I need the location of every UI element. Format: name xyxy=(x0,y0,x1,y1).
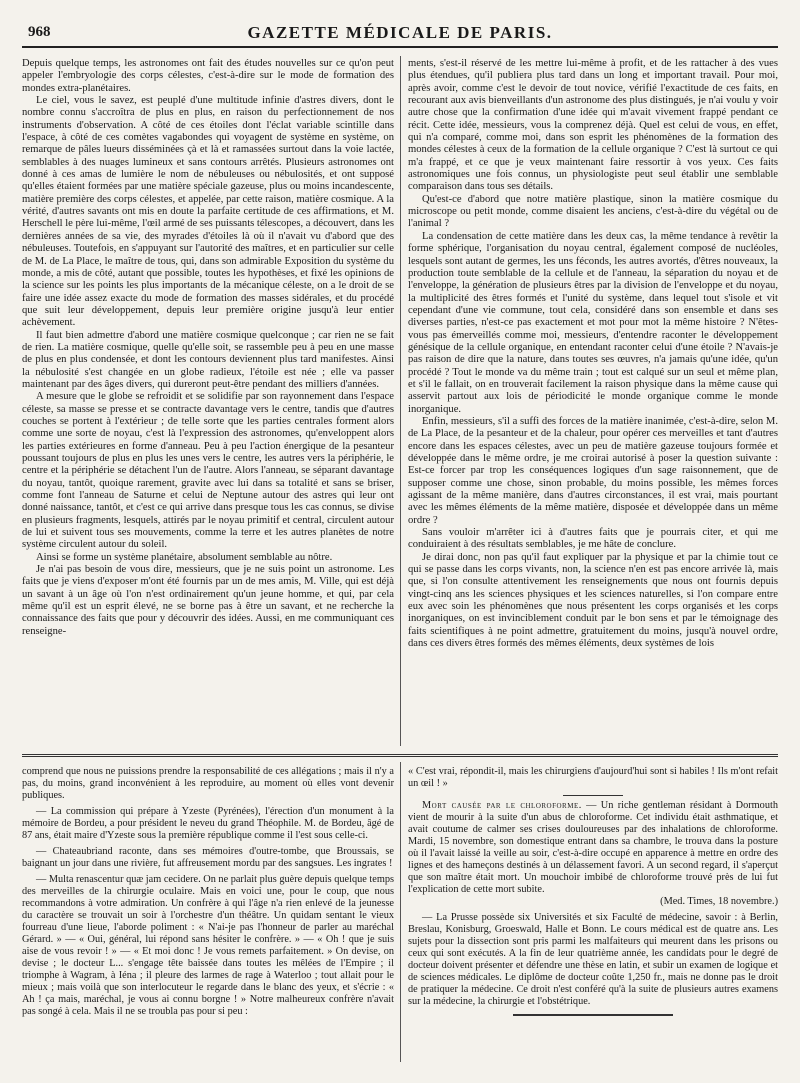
paragraph: Enfin, messieurs, s'il a suffi des forces de la matière inanimée, c'est-à-dire, selon M. de La Place, de la pesanteur et de la chaleur, pour opérer ces merveilles et tant d'autres encore dans les espaces célestes, avec un peu de matière gazeuse toujours formée et développée dans le même ordre, je me croirai autorisé à poser la question suivante : Est-ce forcer par trop les conséquences logiques d'un sage raisonnement, que de supposer comme une chose, sinon probable, du moins possible, les mêmes forces agissant de la même manière, dans d'autres circonstances, il est vrai, mais pourtant avec les mêmes éléments de la même matière, disposée et développée dans un même ordre ? xyxy=(408,415,778,526)
paragraph: Sans vouloir m'arrêter ici à d'autres faits que je pourrais citer, et qui me conduiraient à des résultats semblables, je me hâte de conclure. xyxy=(408,527,778,551)
news-item: — La commission qui prépare à Yzeste (Pyrénées), l'érection d'un monument à la mémoire de Bordeu, a pour président le neveu du grand Théophile. M. de Bordeu, âgé de 87 ans, était maire d'Yzeste sous la première république comme il l'est sous celle-ci. xyxy=(22,806,394,841)
quote: « C'est vrai, répondit-il, mais les chirurgiens d'aujourd'hui sont si habiles ! Ils m'ont refait un œil ! » xyxy=(408,766,778,789)
journal-title: GAZETTE MÉDICALE DE PARIS. xyxy=(247,23,553,42)
news-item-chloroform xyxy=(408,800,778,896)
paragraph: Il faut bien admettre d'abord une matière cosmique quelconque ; car rien ne se fait de rien. La matière cosmique, quelle qu'elle soit, se rassemble peu à peu en une masse de plus en plus condensée, et dont les contours deviennent plus tard manifestes. Ainsi la nébulosité s'est changée en un globe radieux, l'étoile est née ; elle va passer maintenant par des âges divers, qui dureront peut-être pendant des milliers d'années. xyxy=(22,329,394,390)
news-item: — Multa renascentur quæ jam cecidere. On ne parlait plus guère depuis quelque temps des merveilles de la chirurgie oculaire. Mais en voici une, pour le coup, que nous recommandons à votre admiration. Un confrère à qui l'âge n'a rien enlevé de la jeunesse du caractère se trouvait un soir à l'orchestre d'un théâtre. Un quidam sentant le vieux fourreau d'une lieue, l'aborde poliment : « N'ai-je pas l'honneur de parler au maréchal Gérard. » — « Oui, général, lui répond sans hésiter le confrère. » — « Oh ! que je suis aise de vous revoir ! » — « Et moi donc ! Je vous remets parfaitement. » On devise, on devise ; le docteur L... s'engage tête baissée dans toutes les mêlées de l'Empire ; il triomphe à Wagram, à Iéna ; il pleure des larmes de rage à Waterloo ; tout allait pour le mieux ; mais voilà que son interlocuteur le regarde dans le blanc des yeux, et s'écrie : « Ah ! ça mais, maréchal, je vous ai connu borgne ! » Notre malheureux confrère n'avait pas songé à cela. Mais il ne se troubla pas pour si peu : xyxy=(22,874,394,1017)
paragraph: ments, s'est-il réservé de les mettre lui-même à profit, et de les rattacher à des vues plus étendues, qu'il publiera plus tard dans un long et important travail. Pour moi, après avoir, comme c'est le devoir de tout novice, vérifié l'exactitude de ces faits, en recourant aux avis bienveillants d'un astronome des plus distingués, je n'ai voulu y voir autre chose que la confirmation d'une idée qui m'avait vivement frappé pendant ce récit. Cette idée, messieurs, vous la comprenez déjà. Quel est celui de vous, en effet, qui n'a comparé, comme moi, dans son esprit les phénomènes de la formation des mondes célestes à ceux de la formation de la cellule organique ? C'est là surtout ce qui m'a frappé, et ce que je veux maintenant faire ressortir à vos yeux. Ces faits astronomiques une fois connus, un physiologiste peut seul établir une semblable comparaison dans tous ses détails. xyxy=(408,58,778,193)
source-citation: (Med. Times, 18 novembre.) xyxy=(660,896,778,907)
paragraph: Qu'est-ce d'abord que notre matière plastique, sinon la matière cosmique du microscope ou petit monde, comme disaient les anciens, c'est-à-dire du végétal ou de l'animal ? xyxy=(408,193,778,230)
paragraph: Je dirai donc, non pas qu'il faut expliquer par la physique et par la chimie tout ce qui se passe dans les corps vivants, non, la science n'en est pas encore arrivée là, mais que, si l'on consulte attentivement les renseignements que nous ont fournis depuis vingt-cinq ans les sciences physiques et les sciences naturelles, si l'on compare entre eux avec soin les phénomènes que nous présentent les corps organisés et les corps inorganiques, on est invinciblement conduit par le bon sens et par le témoignage des faits scientifiques à ne point admettre, gratuitement du moins, jusqu'à nouvel ordre, dans ces divers êtres formés des mêmes éléments, deux systèmes de lois xyxy=(408,551,778,650)
column-top-right xyxy=(408,58,778,743)
paragraph: Le ciel, vous le savez, est peuplé d'une multitude infinie d'astres divers, dont le nombre connu s'accroîtra de plus en plus, en raison du perfectionnement de nos instruments d'observation. A côté de ces étoiles dont l'éclat variable scintille dans l'espace, à côté de ces comètes vagabondes qui voyagent de système en système, on remarque de pâles lueurs disséminées çà et là et ramassées surtout dans la voie lactée, semblables à des nuages lumineux et sans contours arrêtés. Plusieurs astronomes ont donné à ces amas de lumière le nom de nébuleuses ou nébulosités, et ont supposé qu'elles étaient formées par une matière spéciale gazeuse, plus ou moins incandescente, matière première des corps célestes, et appelée, par cette raison, matière cosmique. A la vérité, d'autres savants ont mis en doute la parfaite certitude de ces affirmations, et M. Herschell le père lui-même, l'œil armé de ses puissants télescopes, a découvert, dans les dernières années de sa vie, des myrades d'étoiles là où il n'avait vu d'abord que des nébuleuses. Toutefois, en s'appuyant sur l'autorité des maîtres, et en particulier sur celle de M. de La Place, le maître de tous, qui, dans son admirable Exposition du système du monde, a mis de côté, autant que possible, toutes les hypothèses, et fixé les opinions de la science sur les points les plus importants de la mécanique céleste, on a le droit de se faire une idée assez exacte du mode de formation des masses sidérales, et du procédé que suit leur développement, depuis leur première origine jusqu'à leur entier achèvement. xyxy=(22,95,394,329)
column-divider xyxy=(400,762,401,1062)
news-item-title: Mort causée par le chloroforme. xyxy=(422,800,582,811)
end-divider xyxy=(513,1014,673,1016)
column-bottom-right xyxy=(408,766,778,1066)
news-item-text: — Un riche gentleman résidant à Dormouth vient de mourir à la suite d'un abus de chloroforme. Cet individu était asthmatique, et avait coutume de calmer ses crises douloureuses par des inhalations de chloroforme. Mardi, 15 novembre, son domestique entrant dans sa chambre, le trouva dans la posture où il l'avait laissé la veille au soir, c'est-à-dire occupé en apparence à mettre en ordre des lignes et des hameçons destinés à un délassement favori. A un second regard, il s'aperçut que son maître était mort. Un mouchoir imbibé de chloroforme trouvé près de lui fut l'explication de cette mort subite. xyxy=(408,800,778,895)
paragraph: Je n'ai pas besoin de vous dire, messieurs, que je ne suis point un astronome. Les faits que je viens d'exposer m'ont été fournis par un de mes amis, M. Ville, qui est déjà un savant à un âge où l'on n'est ordinairement qu'un jeune homme, et qui, par cela même qu'il est un esprit élevé, ne se borne pas à être un savant, et ne recherche la connaissance des faits que pour y découvrir des idées. Aussi, en me communiquant ces renseigne- xyxy=(22,564,394,637)
column-top-left xyxy=(22,58,394,743)
item-divider xyxy=(563,795,623,796)
section-divider xyxy=(22,754,778,757)
paragraph: A mesure que le globe se refroidit et se solidifie par son rayonnement dans l'espace céleste, sa masse se presse et se contracte davantage vers le centre, tandis que d'autres couches se portent à l'extérieur ; de telle sorte que les parties centrales forment alors comme une sorte de noyau, c'est là l'expression des astronomes, qu'enveloppent alors les parties extérieures en forme d'anneau. Peu à peu l'action énergique de la pesanteur poussant toujours de plus en plus les unes vers le centre, les autres vers la périphérie, le centre et la périphérie se détachent l'un de l'autre. Alors l'anneau, se séparant davantage du noyau, tantôt, quoique rarement, gravite avec lui dans sa totalité et sans se briser, comme font l'anneau de Saturne et celui de Neptune autour des astres qui leur ont donné naissance, tantôt, et c'est ce qui arrive dans presque tous les cas connus, se divise en plusieurs fragments, lesquels, attirés par le noyau primitif et central, circulent autour de lui et suivent tous ses mouvements, comme la terre et les autres planètes de notre système circulent autour du soleil. xyxy=(22,391,394,551)
paragraph: Ainsi se forme un système planétaire, absolument semblable au nôtre. xyxy=(36,551,333,563)
news-item: — Chateaubriand raconte, dans ses mémoires d'outre-tombe, que Broussais, se baignant un jour dans une rivière, fut affreusement mordu par des sangsues. Les ingrates ! xyxy=(22,846,394,869)
paragraph: Depuis quelque temps, les astronomes ont fait des études nouvelles sur ce qu'on peut appeler l'embryologie des corps célestes, c'est-à-dire sur le mode de formation des mondes extra-planétaires. xyxy=(22,58,394,94)
page-number: 968 xyxy=(28,24,51,40)
news-item: — La Prusse possède six Universités et six Faculté de médecine, savoir : à Berlin, Breslau, Konisburg, Groeswald, Halle et Bonn. Le cours médical est de quatre ans. Les sujets pour la dissection sont pris parmi les malfaiteurs qui meurent dans les prisons ou ceux qui sont exécutés. A la fin de leur quatrième année, les candidats pour le degré de docteur doivent présenter et défendre une thèse en latin, et subir un examen de logique et de sciences médicales. Le diplôme de docteur coûte 1,250 fr., mais ne donne pas le droit de pratiquer la médecine. Ce droit n'est conféré qu'à la suite de plusieurs autres examens sur la médecine, la chirurgie et l'obstétrique. xyxy=(408,912,778,1007)
page-header xyxy=(22,22,778,48)
news-item: comprend que nous ne puissions prendre la responsabilité de ces allégations ; mais il n'y a pas, du moins, grand inconvénient à les reproduire, au moment où elles vont devenir publiques. xyxy=(22,766,394,801)
paragraph: La condensation de cette matière dans les deux cas, la même tendance à revêtir la forme sphérique, l'organisation du noyau central, également composé de nucléoles, lesquels sont autant de germes, les uns féconds, les autres avortés, d'êtres nouveaux, la production toute semblable de la cellule et de l'anneau, la séparation du noyau et de l'enveloppe, la génération de plusieurs êtres par la division de l'enveloppe et du noyau, la multiplicité des êtres formés et l'unité du système, dans lequel tout s'isole et vit cependant d'une vie commune, tout cela, considéré dans son ensemble et dans ses diverses parties, n'est-ce pas exactement et mot pour mot la même histoire ? N'êtes-vous pas émerveillés comme moi, messieurs, d'entendre raconter le développement génésique de la cellule organique, en entendant raconter celui d'une étoile ? N'avais-je pas raison de dire que la nature, dans toutes ses œuvres, n'a jamais qu'une idée, qu'un procédé ? Tout le monde va du même train ; tout est calqué sur un seul et même plan, et s'il le fallait, on en trouverait facilement la raison physique dans la même cause qui asservit partout aux lois de périodicité le monde organique comme le monde inorganique. xyxy=(408,230,778,415)
column-divider xyxy=(400,56,401,746)
column-bottom-left xyxy=(22,766,394,1066)
